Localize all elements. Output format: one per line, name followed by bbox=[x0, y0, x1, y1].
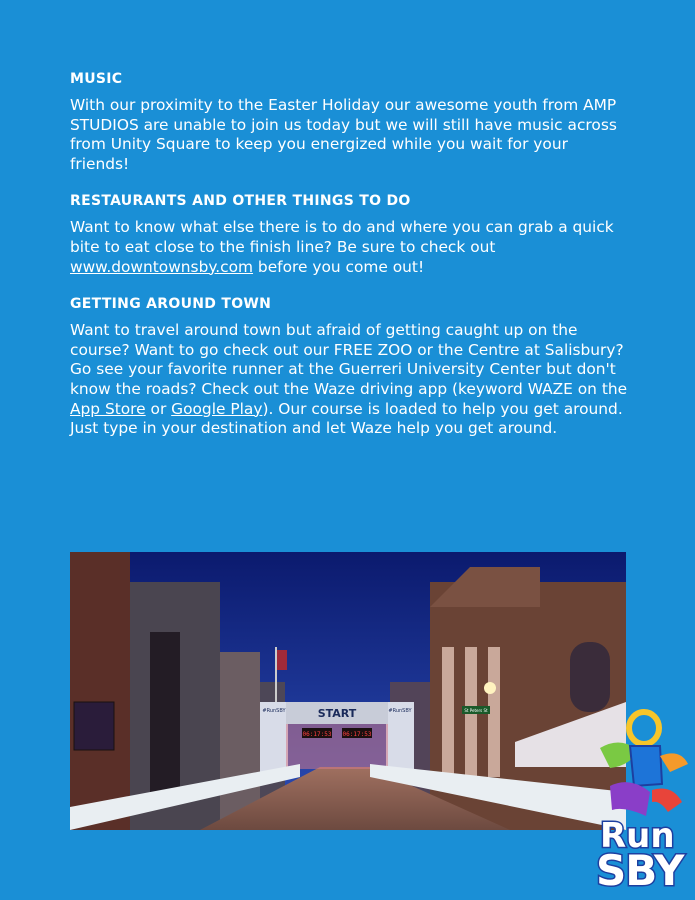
runner-head bbox=[629, 712, 659, 744]
left-building-brick bbox=[70, 552, 130, 830]
getting-around-text-end: ). Our course is loaded to help you get around. Just type in your destination and let Waze help you get around. bbox=[70, 399, 623, 438]
right-building-arched-window bbox=[570, 642, 610, 712]
google-play-link[interactable]: Google Play bbox=[171, 399, 263, 418]
side-tag-right: #RunSBY bbox=[388, 708, 412, 714]
section-text-music: With our proximity to the Easter Holiday our awesome youth from AMP STUDIOS are unable to join us today but we will still have music across from Unity Square to keep you energized while you wait for your friends! bbox=[70, 96, 617, 173]
section-text-restaurants bbox=[70, 218, 630, 277]
runsby-runner-graphic bbox=[590, 706, 690, 826]
section-heading-getting-around: GETTING AROUND TOWN bbox=[70, 296, 272, 313]
logo-word-run: Run bbox=[600, 816, 675, 856]
start-line-photo bbox=[70, 552, 626, 830]
article-body bbox=[70, 70, 630, 457]
section-heading-music: MUSIC bbox=[70, 71, 123, 87]
runner-body-blue bbox=[630, 746, 662, 786]
downtownsby-link[interactable]: www.downtownsby.com bbox=[70, 257, 254, 276]
restaurants-text-start: Want to know what else there is to do and where you can grab a quick bite to eat close to the finish line? Be sure to check out bbox=[70, 218, 614, 256]
street-sign: St Peters St bbox=[464, 708, 488, 713]
street-lamp bbox=[484, 682, 496, 694]
section-getting-around bbox=[70, 295, 630, 439]
side-tag-left: #RunSBY bbox=[262, 708, 286, 714]
runner-leg-red bbox=[652, 789, 682, 813]
left-building-window bbox=[74, 702, 114, 750]
logo-word-sby: SBY bbox=[596, 846, 684, 895]
flag-pole bbox=[275, 647, 277, 702]
section-heading-restaurants: RESTAURANTS AND OTHER THINGS TO DO bbox=[70, 193, 411, 210]
app-store-link[interactable]: App Store bbox=[70, 399, 146, 418]
arch-glow bbox=[286, 724, 388, 769]
section-restaurants bbox=[70, 192, 630, 277]
runner-arm-orange bbox=[660, 753, 688, 772]
clock-right: 06:17:53 bbox=[342, 731, 372, 738]
right-column-1 bbox=[442, 647, 454, 777]
start-banner: START bbox=[317, 707, 357, 720]
section-text-getting-around bbox=[70, 321, 630, 439]
getting-around-text-mid: or bbox=[145, 399, 172, 418]
clock-left: 06:17:53 bbox=[302, 731, 332, 738]
restaurants-text-end: before you come out! bbox=[253, 257, 425, 276]
left-building-door bbox=[150, 632, 180, 792]
section-music bbox=[70, 70, 630, 174]
flag bbox=[277, 650, 287, 670]
runsby-logo bbox=[590, 706, 690, 896]
start-line-scene bbox=[70, 552, 626, 830]
getting-around-text-start: Want to travel around town but afraid of getting caught up on the course? Want to go check out our FREE ZOO or the Centre at Salisbury? Go see your favorite runner at the Guerreri University Center but don't know the roads? Check out the Waze driving app (keyword WAZE on the bbox=[70, 321, 628, 398]
runner-leg-purple bbox=[610, 782, 650, 816]
